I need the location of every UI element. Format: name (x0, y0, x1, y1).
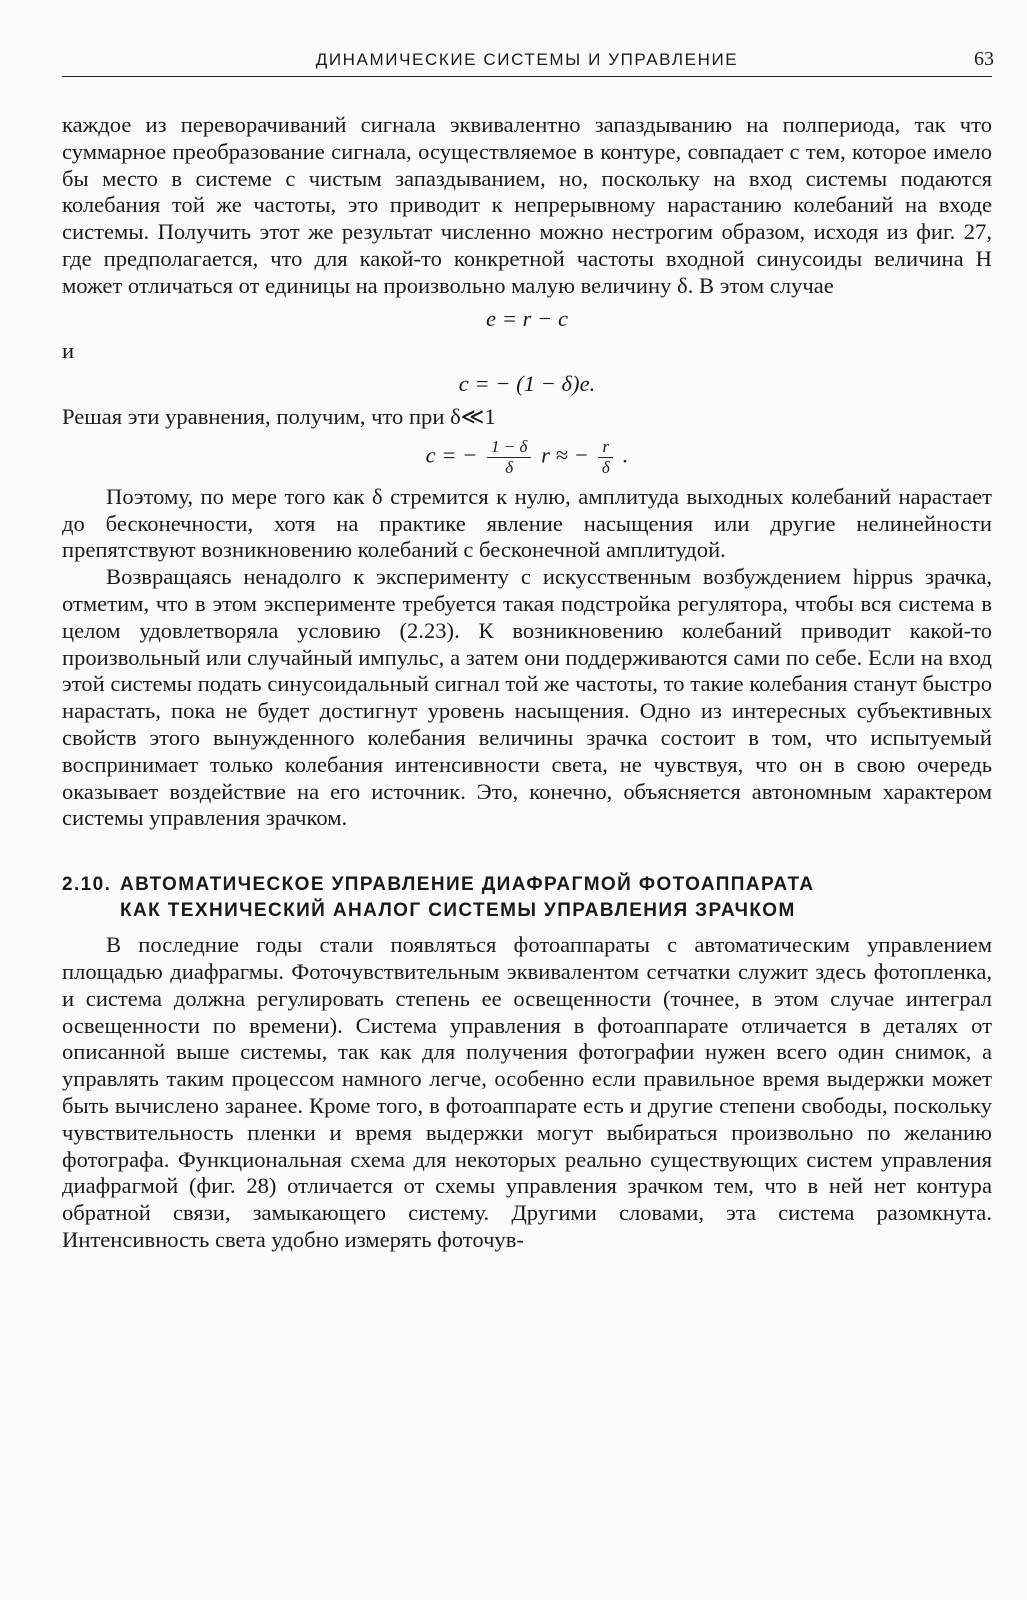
fraction-2-denominator: δ (601, 457, 610, 477)
paragraph-hippus: Возвращаясь ненадолго к эксперименту с искусственным возбуждением hippus зрачка, отметим, что в этом эксперименте требуется такая подстройка регулятора, чтобы вся система в целом удовлетворяла условию (2.23). К возникновению колебаний приводит какой-то произвольный или случайный импульс, а затем они поддерживаются сами по себе. Если на вход этой системы подать синусоидальный сигнал той же частоты, то такие колебания станут быстро нарастать, пока не будет достигнут уровень насыщения. Одно из интересных субъективных свойств этого вынужденного колебания величины зрачка состоит в том, что испытуемый воспринимает только колебания интенсивности света, не чувствуя, что он в свою очередь оказывает воздействие на его источник. Это, конечно, объясняется автономным характером системы управления зрачком. (62, 564, 992, 831)
fraction-1-numerator: 1 − δ (487, 437, 531, 458)
paragraph-continuation: каждое из переворачиваний сигнала эквивалентно запаздыванию на полпериода, так что суммарное преобразование сигнала, осуществляемое в контуре, совпадает с тем, которое имело бы место в системе с чистым запаздыванием, но, поскольку на вход системы подаются колебания той же частоты, это приводит к непрерывному нарастанию колебаний на входе системы. Получить этот же результат численно можно нестрогим образом, исходя из фиг. 27, где предполагается, что для какой-то конкретной частоты входной синусоиды величина H может отличаться от единицы на произвольно малую величину δ. В этом случае (62, 112, 992, 298)
fraction-2-numerator: r (598, 437, 613, 458)
equation-approximation (62, 437, 992, 478)
paragraph-amplitude: Поэтому, по мере того как δ стремится к нулю, амплитуда выходных колебаний нарастает до бесконечности, хотя на практике явление насыщения или другие нелинейности препятствуют возникновению колебаний с бесконечной амплитудой. (62, 483, 992, 563)
paragraph-camera: В последние годы стали появляться фотоаппараты с автоматическим управлением площадью диафрагмы. Фоточувствительным эквивалентом сетчатки служит здесь фотопленка, и система должна регулировать степень ее освещенности (точнее, в этом случае интеграл освещенности по времени). Система управления в фотоаппарате отличается в деталях от описанной выше системы, так как для получения фотографии нужен всего один снимок, а управлять таким процессом намного легче, особенно если правильное время выдержки может быть вычислено заранее. Кроме того, в фотоаппарате есть и другие степени свободы, поскольку чувствительность пленки и время выдержки могут выбираться произвольно по желанию фотографа. Функциональная схема для некоторых реально существующих систем управления диафрагмой (фиг. 28) отличается от схемы управления зрачком тем, что в ней нет контура обратной связи, замыкающего систему. Другими словами, эта система разомкнута. Интенсивность света удобно измерять фоточув- (62, 932, 992, 1252)
running-title: ДИНАМИЧЕСКИЕ СИСТЕМЫ И УПРАВЛЕНИЕ (315, 50, 739, 69)
equation-lead-in: Решая эти уравнения, получим, что при δ≪1 (62, 403, 496, 429)
eq3-end: . (622, 442, 629, 468)
section-title-line-2: КАК ТЕХНИЧЕСКИЙ АНАЛОГ СИСТЕМЫ УПРАВЛЕНИЯ ЗРАЧКОМ (120, 900, 796, 922)
section-title-line-1: АВТОМАТИЧЕСКОЕ УПРАВЛЕНИЕ ДИАФРАГМОЙ ФОТОАППАРАТА (120, 874, 815, 896)
fraction-1 (487, 437, 531, 478)
conjunction: и (62, 338, 75, 364)
page-number: 63 (974, 48, 994, 70)
equation-error: e = r − c (486, 305, 568, 331)
fraction-2 (598, 437, 613, 478)
fraction-1-denominator: δ (505, 457, 514, 477)
equation-output: c = − (1 − δ)e. (458, 371, 596, 397)
eq3-middle: r ≈ − (541, 442, 589, 468)
section-heading (62, 872, 992, 924)
eq3-lhs: c = − (425, 442, 478, 468)
page-header (62, 46, 992, 77)
page-body (62, 112, 992, 1254)
section-number: 2.10. (62, 874, 112, 896)
